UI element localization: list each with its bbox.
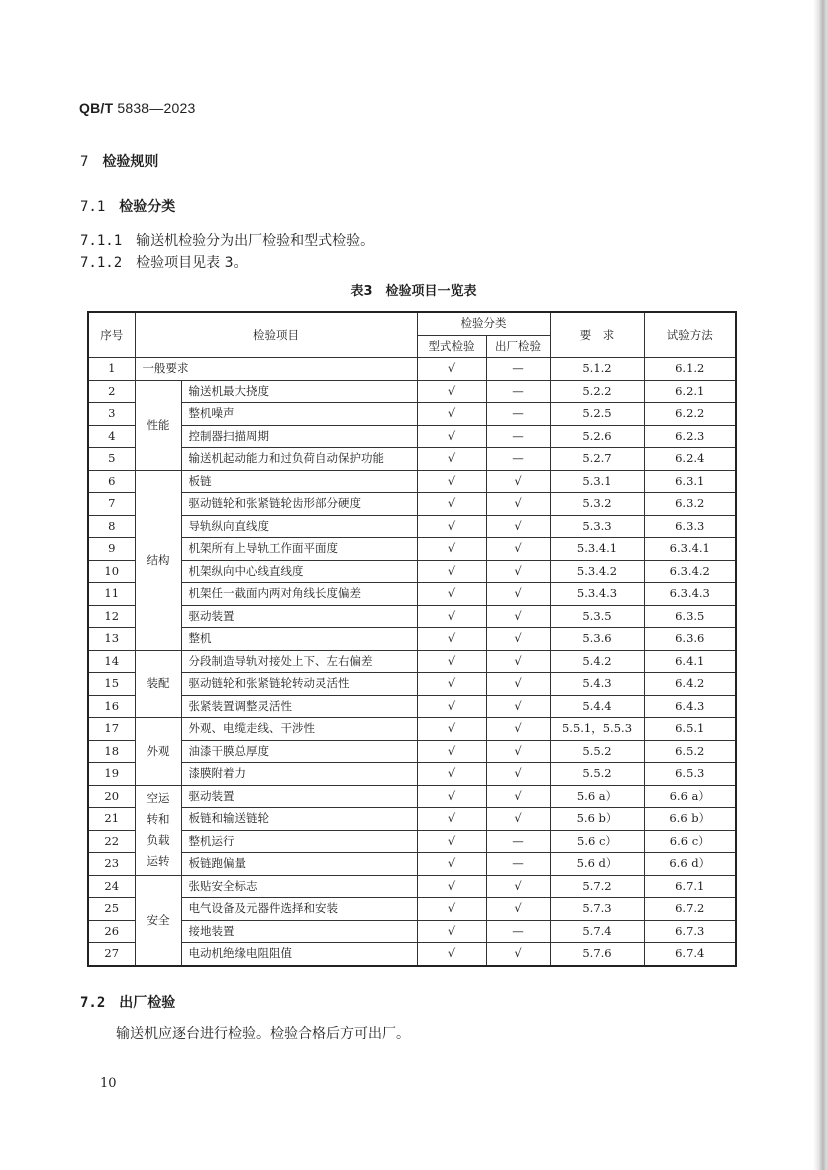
table-row [88,785,736,808]
factory-test-mark: √ [486,650,550,673]
type-test-mark: √ [417,740,486,763]
item-name: 板链和输送链轮 [181,808,417,831]
group-structure: 结构 [135,470,181,650]
item-name: 电气设备及元器件选择和安装 [181,898,417,921]
requirement-clause: 5.2.6 [550,425,644,448]
table-row [88,808,736,831]
factory-test-mark: — [486,358,550,381]
factory-test-mark: √ [486,875,550,898]
test-method-clause: 6.3.1 [644,470,736,493]
row-number: 17 [88,718,135,741]
test-method-clause: 6.5.3 [644,763,736,786]
table-row [88,943,736,966]
item-name: 驱动装置 [181,785,417,808]
table-row [88,380,736,403]
table-row [88,448,736,471]
requirement-clause: 5.7.3 [550,898,644,921]
factory-test-mark: √ [486,560,550,583]
section-7-2-heading: 7.2 出厂检验 [80,995,176,1011]
type-test-mark: √ [417,718,486,741]
factory-test-mark: √ [486,493,550,516]
type-test-mark: √ [417,605,486,628]
requirement-clause: 5.3.4.3 [550,583,644,606]
factory-test-mark: √ [486,718,550,741]
row-number: 6 [88,470,135,493]
factory-test-mark: — [486,920,550,943]
type-test-mark: √ [417,830,486,853]
item-name: 输送机最大挠度 [181,380,417,403]
table-row [88,628,736,651]
item-name: 分段制造导轨对接处上下、左右偏差 [181,650,417,673]
item-name: 控制器扫描周期 [181,425,417,448]
row-number: 18 [88,740,135,763]
requirement-clause: 5.6 d） [550,853,644,876]
group-label-line: 转和 [146,812,170,826]
requirement-clause: 5.4.3 [550,673,644,696]
test-method-clause: 6.7.1 [644,875,736,898]
row-number: 12 [88,605,135,628]
row-number: 3 [88,403,135,426]
inspection-items-table [87,311,737,967]
requirement-clause: 5.2.5 [550,403,644,426]
requirement-clause: 5.2.2 [550,380,644,403]
test-method-clause: 6.6 a） [644,785,736,808]
item-name: 接地装置 [181,920,417,943]
row-number: 22 [88,830,135,853]
type-test-mark: √ [417,403,486,426]
requirement-clause: 5.5.2 [550,763,644,786]
factory-test-mark: √ [486,628,550,651]
header-method: 试验方法 [644,312,736,358]
table-row [88,493,736,516]
table-row [88,358,736,381]
requirement-clause: 5.6 c） [550,830,644,853]
table-row [88,403,736,426]
requirement-clause: 5.7.2 [550,875,644,898]
table-row [88,695,736,718]
type-test-mark: √ [417,785,486,808]
factory-test-mark: √ [486,808,550,831]
type-test-mark: √ [417,898,486,921]
row-number: 27 [88,943,135,966]
section-7-heading: 7 检验规则 [80,154,159,170]
row-number: 11 [88,583,135,606]
factory-test-mark: √ [486,740,550,763]
item-name: 导轨纵向直线度 [181,515,417,538]
item-name: 一般要求 [135,358,417,381]
row-number: 26 [88,920,135,943]
item-name: 驱动装置 [181,605,417,628]
type-test-mark: √ [417,808,486,831]
item-name: 机架任一截面内两对角线长度偏差 [181,583,417,606]
table-row [88,673,736,696]
test-method-clause: 6.5.2 [644,740,736,763]
factory-test-mark: √ [486,785,550,808]
type-test-mark: √ [417,583,486,606]
table-caption: 表3 检验项目一览表 [350,284,477,299]
item-name: 机架所有上导轨工作面平面度 [181,538,417,561]
header-seq: 序号 [88,312,135,358]
factory-test-mark: — [486,403,550,426]
test-method-clause: 6.3.5 [644,605,736,628]
factory-test-mark: √ [486,583,550,606]
table-row [88,898,736,921]
row-number: 9 [88,538,135,561]
factory-test-mark: √ [486,898,550,921]
factory-test-mark: √ [486,605,550,628]
test-method-clause: 6.3.2 [644,493,736,516]
type-test-mark: √ [417,448,486,471]
type-test-mark: √ [417,943,486,966]
type-test-mark: √ [417,650,486,673]
requirement-clause: 5.3.2 [550,493,644,516]
type-test-mark: √ [417,920,486,943]
factory-test-mark: — [486,853,550,876]
test-method-clause: 6.5.1 [644,718,736,741]
header-type-test: 型式检验 [417,335,486,358]
item-name: 电动机绝缘电阻阻值 [181,943,417,966]
requirement-clause: 5.7.4 [550,920,644,943]
test-method-clause: 6.3.6 [644,628,736,651]
row-number: 5 [88,448,135,471]
test-method-clause: 6.6 c） [644,830,736,853]
test-method-clause: 6.1.2 [644,358,736,381]
factory-test-mark: — [486,448,550,471]
row-number: 7 [88,493,135,516]
row-number: 25 [88,898,135,921]
item-name: 驱动链轮和张紧链轮转动灵活性 [181,673,417,696]
type-test-mark: √ [417,515,486,538]
type-test-mark: √ [417,763,486,786]
item-name: 张贴安全标志 [181,875,417,898]
table-row [88,605,736,628]
section-7-2-text: 输送机应逐台进行检验。检验合格后方可出厂。 [116,1026,410,1042]
factory-test-mark: √ [486,763,550,786]
factory-test-mark: — [486,380,550,403]
test-method-clause: 6.2.2 [644,403,736,426]
row-number: 21 [88,808,135,831]
table-row [88,920,736,943]
test-method-clause: 6.7.4 [644,943,736,966]
type-test-mark: √ [417,538,486,561]
table-row [88,515,736,538]
group-assembly: 装配 [135,650,181,718]
row-number: 24 [88,875,135,898]
clause-7-1-1: 7.1.1 输送机检验分为出厂检验和型式检验。 [80,233,375,249]
item-name: 机架纵向中心线直线度 [181,560,417,583]
section-7-1-heading: 7.1 检验分类 [80,199,176,215]
table-row [88,650,736,673]
table-row [88,470,736,493]
requirement-clause: 5.3.5 [550,605,644,628]
type-test-mark: √ [417,875,486,898]
header-factory-test: 出厂检验 [486,335,550,358]
group-performance: 性能 [135,380,181,470]
test-method-clause: 6.2.3 [644,425,736,448]
row-number: 14 [88,650,135,673]
table-row [88,425,736,448]
test-method-clause: 6.7.2 [644,898,736,921]
item-name: 整机 [181,628,417,651]
type-test-mark: √ [417,628,486,651]
row-number: 20 [88,785,135,808]
row-number: 10 [88,560,135,583]
header-item: 检验项目 [135,312,417,358]
test-method-clause: 6.4.2 [644,673,736,696]
test-method-clause: 6.4.1 [644,650,736,673]
requirement-clause: 5.4.2 [550,650,644,673]
item-name: 板链 [181,470,417,493]
test-method-clause: 6.3.4.2 [644,560,736,583]
row-number: 23 [88,853,135,876]
requirement-clause: 5.5.2 [550,740,644,763]
factory-test-mark: — [486,425,550,448]
requirement-clause: 5.6 b） [550,808,644,831]
type-test-mark: √ [417,493,486,516]
requirement-clause: 5.3.4.1 [550,538,644,561]
type-test-mark: √ [417,560,486,583]
test-method-clause: 6.6 d） [644,853,736,876]
group-label-line: 负载 [146,833,170,847]
test-method-clause: 6.6 b） [644,808,736,831]
requirement-clause: 5.3.3 [550,515,644,538]
type-test-mark: √ [417,673,486,696]
page-number: 10 [100,1076,117,1091]
test-method-clause: 6.7.3 [644,920,736,943]
type-test-mark: √ [417,853,486,876]
type-test-mark: √ [417,425,486,448]
standard-code: QB/T 5838—2023 [79,100,196,116]
clause-7-1-2: 7.1.2 检验项目见表 3。 [80,255,248,271]
factory-test-mark: — [486,830,550,853]
factory-test-mark: √ [486,943,550,966]
group-noload-operation [135,785,181,875]
factory-test-mark: √ [486,515,550,538]
test-method-clause: 6.3.4.3 [644,583,736,606]
page-edge-shadow [813,0,827,1170]
item-name: 漆膜附着力 [181,763,417,786]
requirement-clause: 5.5.1，5.5.3 [550,718,644,741]
requirement-clause: 5.2.7 [550,448,644,471]
row-number: 15 [88,673,135,696]
table-row [88,740,736,763]
table-row [88,538,736,561]
factory-test-mark: √ [486,538,550,561]
group-appearance: 外观 [135,718,181,786]
type-test-mark: √ [417,358,486,381]
item-name: 输送机起动能力和过负荷自动保护功能 [181,448,417,471]
row-number: 4 [88,425,135,448]
requirement-clause: 5.1.2 [550,358,644,381]
table-row [88,763,736,786]
table-row [88,875,736,898]
item-name: 外观、电缆走线、干涉性 [181,718,417,741]
factory-test-mark: √ [486,673,550,696]
table-row [88,830,736,853]
table-row [88,583,736,606]
requirement-clause: 5.7.6 [550,943,644,966]
type-test-mark: √ [417,695,486,718]
header-category: 检验分类 [417,312,550,335]
test-method-clause: 6.3.4.1 [644,538,736,561]
table-row [88,853,736,876]
row-number: 19 [88,763,135,786]
type-test-mark: √ [417,380,486,403]
test-method-clause: 6.2.4 [644,448,736,471]
item-name: 驱动链轮和张紧链轮齿形部分硬度 [181,493,417,516]
group-label-line: 空运 [146,791,170,805]
row-number: 8 [88,515,135,538]
table-row [88,718,736,741]
group-label-line: 运转 [146,854,170,868]
item-name: 整机运行 [181,830,417,853]
factory-test-mark: √ [486,470,550,493]
item-name: 整机噪声 [181,403,417,426]
factory-test-mark: √ [486,695,550,718]
test-method-clause: 6.2.1 [644,380,736,403]
row-number: 16 [88,695,135,718]
requirement-clause: 5.3.1 [550,470,644,493]
table-row [88,560,736,583]
item-name: 油漆干膜总厚度 [181,740,417,763]
item-name: 板链跑偏量 [181,853,417,876]
group-safety: 安全 [135,875,181,966]
row-number: 1 [88,358,135,381]
requirement-clause: 5.3.6 [550,628,644,651]
requirement-clause: 5.6 a） [550,785,644,808]
item-name: 张紧装置调整灵活性 [181,695,417,718]
test-method-clause: 6.4.3 [644,695,736,718]
row-number: 2 [88,380,135,403]
test-method-clause: 6.3.3 [644,515,736,538]
header-requirement: 要 求 [550,312,644,358]
requirement-clause: 5.4.4 [550,695,644,718]
row-number: 13 [88,628,135,651]
requirement-clause: 5.3.4.2 [550,560,644,583]
type-test-mark: √ [417,470,486,493]
